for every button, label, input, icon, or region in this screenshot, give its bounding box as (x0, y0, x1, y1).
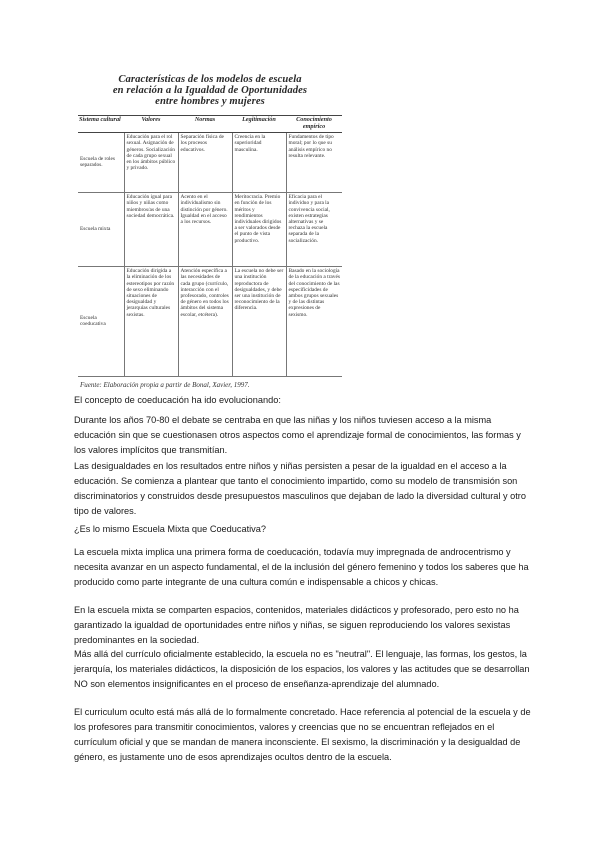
figure-title-line: en relación a la Igualdad de Oportunidades (112, 85, 308, 96)
paragraph-text: El curriculum oculto está más allá de lo formalmente concretado. Hace referencia al potencial de la escuela y de los profesores para transmitir conocimientos, valores y creencias que no se encuentran reflejados en el currículum oficial y que se mandan de manera inconsciente. El sexismo, la discriminación y la desigualdad de género, es justamente uno de esos aprendizajes ocultos dentro de la escuela. (74, 707, 531, 762)
intro-text: El concepto de coeducación ha ido evolucionando: (74, 395, 281, 405)
table-row (78, 193, 342, 267)
table-cell: Educación dirigida a la eliminación de los estereotipos por razón de sexo eliminando situaciones de desigualdad y jerarquías culturales sexistas. (124, 267, 178, 377)
paragraph-text: En la escuela mixta se comparten espacios, contenidos, materiales didácticos y profesorado, pero esto no ha garantizado la igualdad de oportunidades entre niños y niñas, se siguen reproduciendo los valores sexistas predominantes en la sociedad. (74, 605, 519, 645)
figure-title (78, 74, 342, 107)
intro-paragraph (74, 393, 534, 408)
paragraph-text: Durante los años 70-80 el debate se centraba en que las niñas y los niños tuviesen acceso a la misma educación sin que se cuestionasen otros aspectos como el aprendizaje formal de conocimientos, las formas y los valores implícitos que transmitían. (74, 415, 521, 455)
table-cell: La escuela no debe ser una institución reproductora de desigualdades, y debe ser una institución de reconocimiento de la diferencia. (232, 267, 286, 377)
header-conocimiento-empirico: Conocimiento empírico (286, 116, 342, 133)
row-label: Escuela de roles separados. (78, 133, 124, 193)
table-cell: Basado en la sociología de la educación a través del conocimiento de las especificidades de ambos grupos sexuales y de las distintas expresiones de sexismo. (286, 267, 342, 377)
paragraph-2 (74, 459, 534, 519)
table-cell: Educación igual para niños y niñas como miembros/as de una sociedad democrática. (124, 193, 178, 267)
paragraph-6 (74, 705, 534, 765)
table-cell: Atención específica a las necesidades de cada grupo (currículo, interacción con el profesorado, controles de género en todos los ámbitos del sistema escolar, etcétera). (178, 267, 232, 377)
heading-text: ¿Es lo mismo Escuela Mixta que Coeducativa? (74, 524, 266, 534)
table-cell: Creencia en la superioridad masculina. (232, 133, 286, 193)
table-cell: Fundamentos de tipo moral; por lo que su análisis empírico no resulta relevante. (286, 133, 342, 193)
table-cell: Eficacia para el individuo y para la convivencia social, existen estrategias alternativas y se rechaza la escuela separada de la socialización. (286, 193, 342, 267)
paragraph-text: Las desigualdades en los resultados entre niños y niñas persisten a pesar de la igualdad en el acceso a la educación. Se comienza a plantear que tanto el conocimiento impartido, como su modelo de transmisión son discriminatorios y construidos desde presupuestos masculinos que dejaban de lado la diversidad cultural y otro tipo de valores. (74, 461, 526, 516)
table-row (78, 267, 342, 377)
header-legitimacion: Legitimación (232, 116, 286, 133)
header-normas: Normas (178, 116, 232, 133)
paragraph-text: Más allá del currículo oficialmente establecido, la escuela no es "neutral". El lenguaje, las formas, los gestos, la jerarquía, los materiales didácticos, la disposición de los espacios, los valores y las actitudes que se desarrollan NO son elementos insignificantes en el proceso de enseñanza-aprendizaje del alumnado. (74, 649, 530, 689)
paragraph-1 (74, 413, 534, 458)
row-label: Escuela mixta (78, 193, 124, 267)
section-heading (74, 522, 534, 537)
table-cell: Educación para el rol sexual. Asignación de géneros. Socialización de cada grupo sexual en los ámbitos público y privado. (124, 133, 178, 193)
figure-title-line: Características de los modelos de escuela (118, 74, 302, 85)
models-table (78, 115, 342, 377)
table-cell: Separación física de los procesos educativos. (178, 133, 232, 193)
table-row (78, 133, 342, 193)
paragraph-4 (74, 603, 534, 648)
table-cell: Meritocracia. Premio en función de los méritos y rendimientos individuales dirigidos a ser valorados desde el punto de vista productivo. (232, 193, 286, 267)
paragraph-3 (74, 545, 534, 590)
header-valores: Valores (124, 116, 178, 133)
paragraph-text: La escuela mixta implica una primera forma de coeducación, todavía muy impregnada de androcentrismo y necesita avanzar en un aspecto fundamental, el de la inclusión del género femenino y todos los saberes que ha producido como parte integrante de una cultura común e indispensable a chicos y chicas. (74, 547, 529, 587)
paragraph-5 (74, 647, 534, 692)
figure-source: Fuente: Elaboración propia a partir de Bonal, Xavier, 1997. (80, 381, 250, 390)
header-sistema-cultural: Sistema cultural (78, 116, 124, 133)
table-header-row (78, 116, 342, 133)
models-figure (78, 74, 342, 389)
row-label: Escuela coeducativa (78, 267, 124, 377)
table-cell: Acento en el individualismo sin distinción por género. Igualdad en el acceso a los recursos. (178, 193, 232, 267)
figure-title-line: entre hombres y mujeres (155, 96, 265, 107)
